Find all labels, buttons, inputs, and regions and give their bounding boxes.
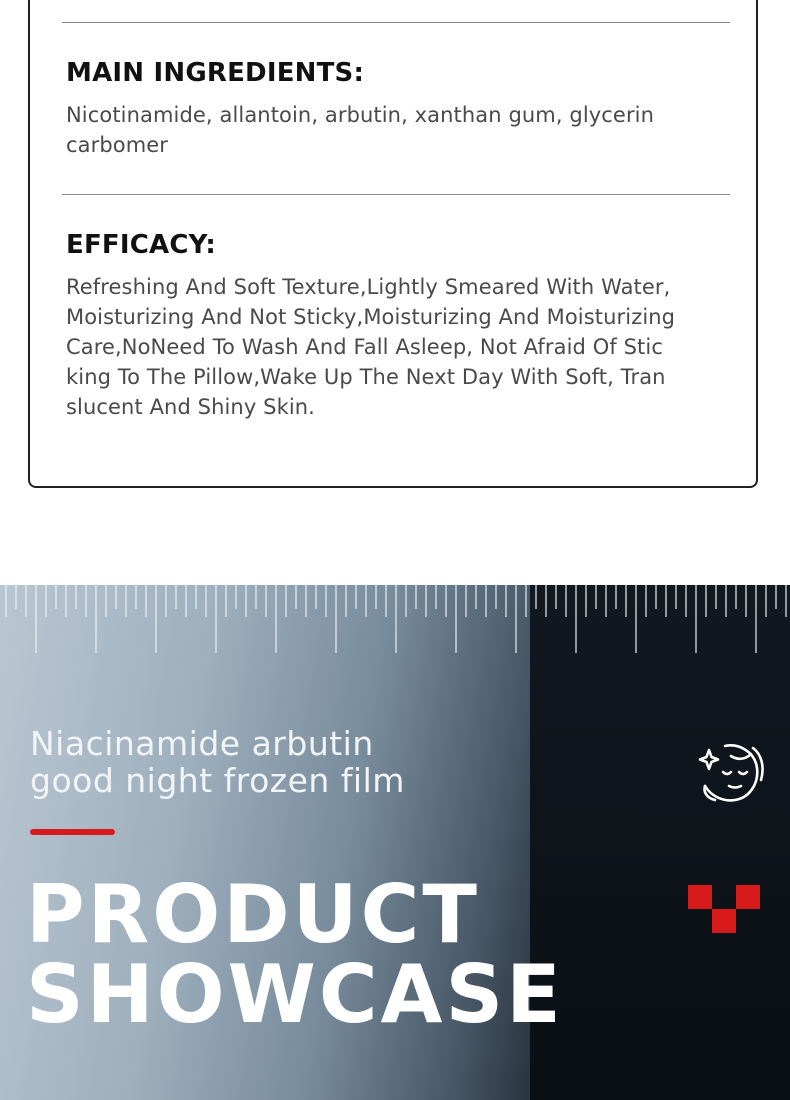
ruler-scale (0, 585, 790, 660)
ingredients-line: carbomer (66, 133, 169, 157)
product-subtitle (30, 725, 405, 799)
showcase-title-line: PRODUCT (26, 868, 480, 961)
dark-panel (530, 585, 790, 1100)
showcase-title-line: SHOWCASE (26, 948, 564, 1041)
efficacy-text (66, 272, 746, 422)
face-sparkle-icon (695, 740, 767, 806)
subtitle-line: Niacinamide arbutin (30, 724, 374, 763)
ingredients-title: MAIN INGREDIENTS: (66, 58, 365, 88)
subtitle-line: good night frozen film (30, 761, 405, 800)
top-divider (62, 22, 730, 23)
efficacy-line: slucent And Shiny Skin. (66, 395, 315, 419)
red-blocks-icon (688, 885, 760, 935)
middle-divider (62, 194, 730, 195)
accent-bar (30, 829, 115, 835)
efficacy-title: EFFICACY: (66, 230, 217, 260)
product-showcase-banner (0, 585, 790, 1100)
ingredients-text (66, 100, 746, 160)
efficacy-line: Refreshing And Soft Texture,Lightly Smeared With Water, (66, 275, 671, 299)
efficacy-line: Care,NoNeed To Wash And Fall Asleep, Not Afraid Of Stic (66, 335, 663, 359)
efficacy-line: Moisturizing And Not Sticky,Moisturizing And Moisturizing (66, 305, 676, 329)
efficacy-line: king To The Pillow,Wake Up The Next Day With Soft, Tran (66, 365, 666, 389)
product-info-card (28, 0, 758, 488)
ingredients-line: Nicotinamide, allantoin, arbutin, xanthan gum, glycerin (66, 103, 655, 127)
showcase-title (26, 868, 564, 1041)
